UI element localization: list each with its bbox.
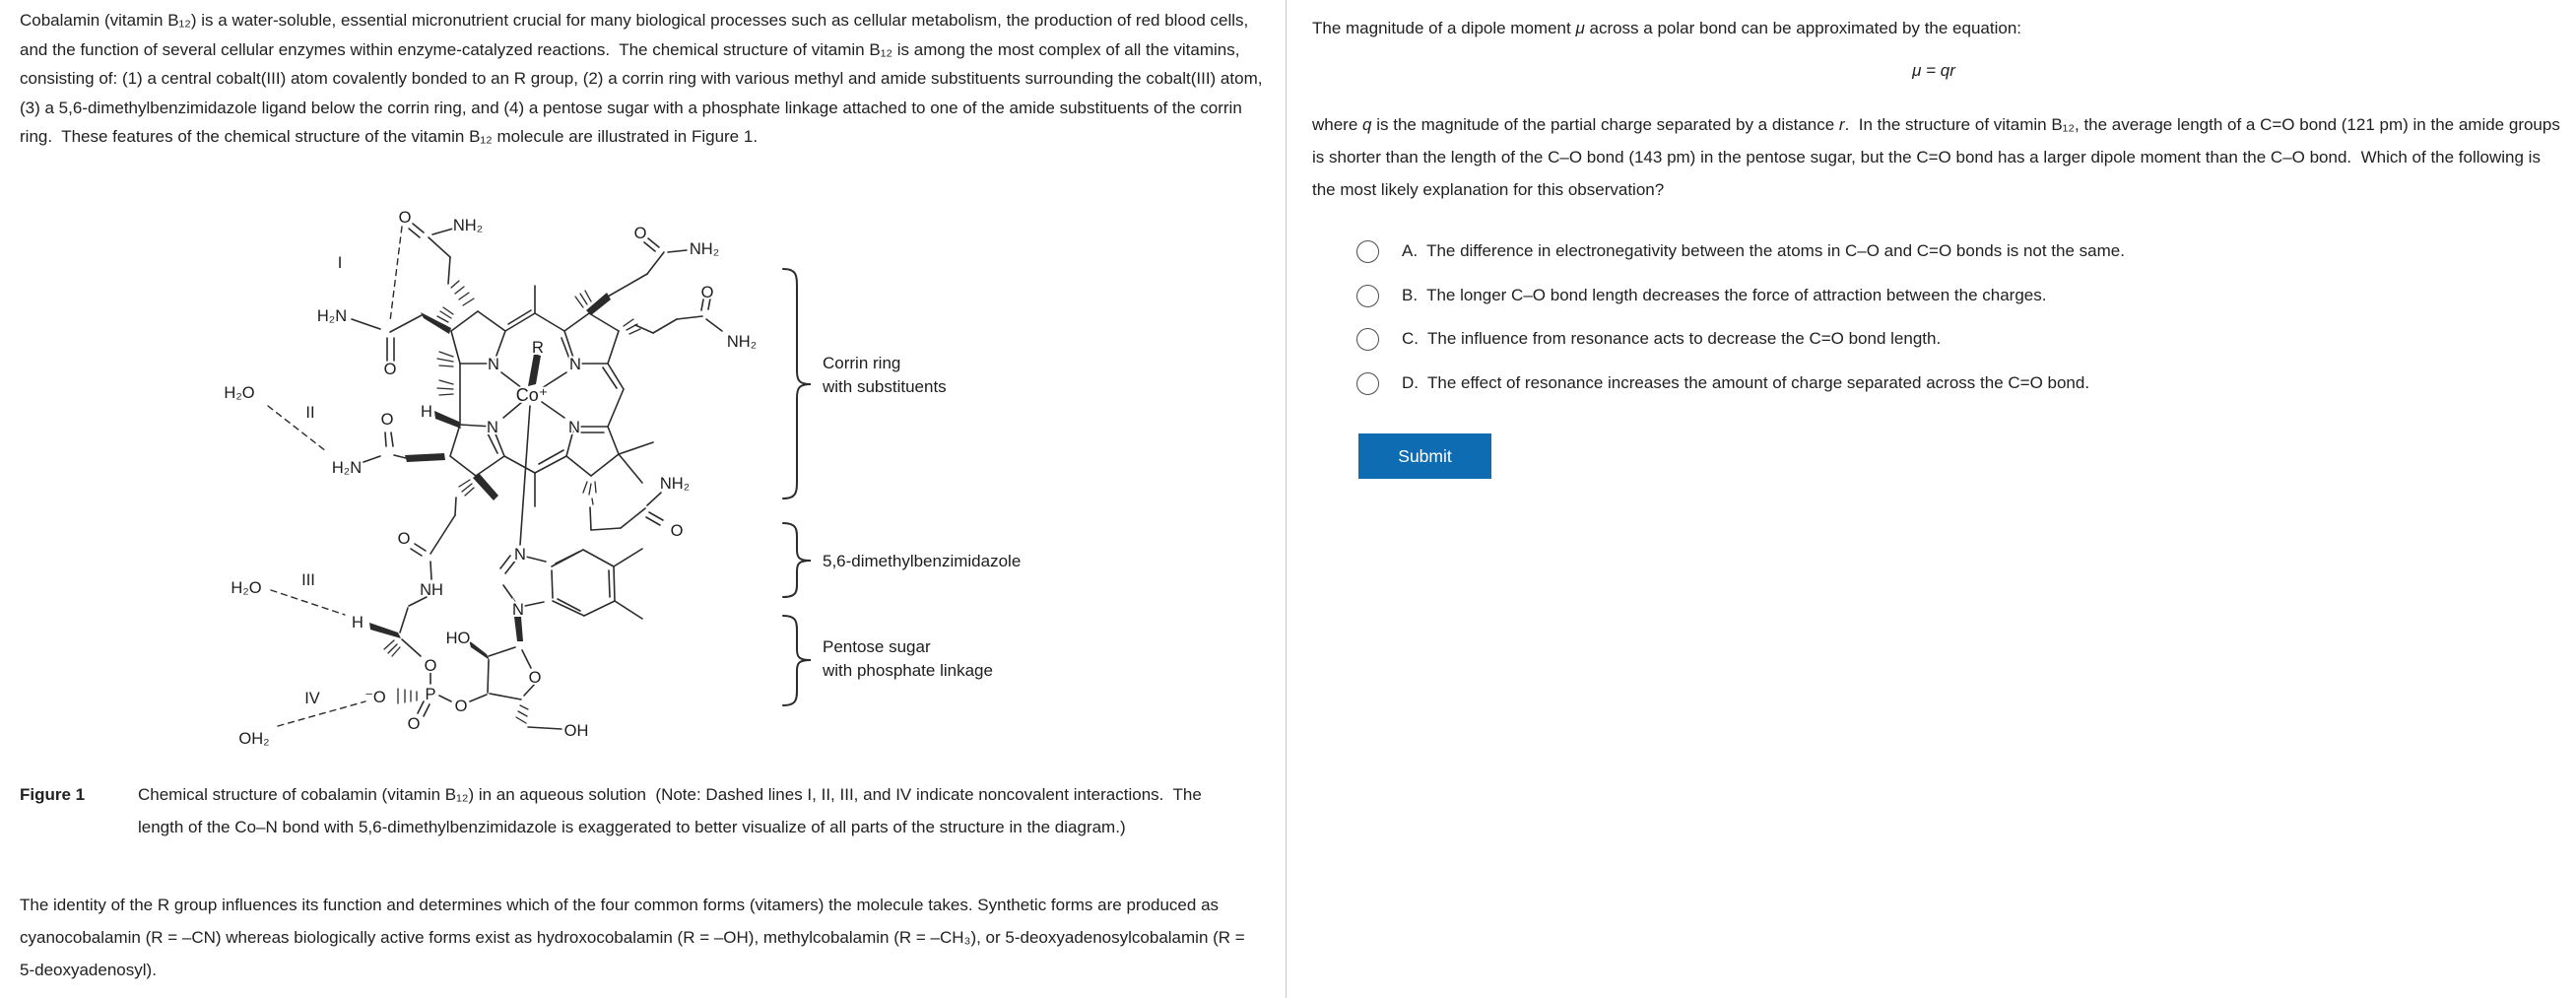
option-b-radio[interactable]: [1356, 285, 1379, 307]
answer-option-d[interactable]: [1356, 370, 2089, 396]
interaction-iii-label: III: [301, 571, 315, 589]
corrin-ring-annotation: Corrin ring: [823, 354, 901, 372]
body-text: where: [1312, 115, 1363, 134]
ester-o-label: O: [424, 657, 437, 675]
phosphorus-label: P: [425, 686, 436, 703]
hash-bonds: [384, 281, 640, 723]
answer-option-a[interactable]: [1356, 238, 2125, 264]
body-text-3: . In the structure of vitamin B₁₂, the average length of a C=O bond (121 pm) in the amide groups is shorter than the length of the C–O bond (143 pm) in the pentose sugar, but the C=O bond has a larger dipole moment than the C–O bond. Which of the following is the most likely explanation for this observation?: [1312, 115, 2565, 199]
intro-mu-symbol: μ: [1575, 19, 1585, 37]
passage-paragraph-2: The identity of the R group influences its function and determines which of the four common forms (vitamers) the molecule takes. Synthetic forms are produced as cyanocobalamin (R = –CN) whereas biologically active forms exist as hydroxocobalamin (R = –OH), methylcobalamin (R = –CH₃), or 5-deoxyadenosylcobalamin (R = 5-deoxyadenosyl).: [20, 896, 1250, 979]
intro-text: The magnitude of a dipole moment: [1312, 19, 1576, 37]
carbonyl-o-label: O: [397, 530, 411, 548]
atom-labels: [224, 209, 757, 748]
question-intro: [1312, 14, 2555, 42]
passage-paragraph-1: Cobalamin (vitamin B₁₂) is a water-soluble, essential micronutrient crucial for many biological processes such as cellular metabolism, the production of red blood cells, and the function of several cellular enzymes within enzyme-catalyzed reactions. The chemical structure of vitamin B₁₂ is among the most complex of all the vitamins, consisting of: (1) a central cobalt(III) atom covalently bonded to an R group, (2) a corrin ring with various methyl and amide substituents surrounding the cobalt(III) atom, (3) a 5,6-dimethylbenzimidazole ligand below the corrin ring, and (4) a pentose sugar with a phosphate linkage attached to one of the amide substituents of the corrin ring. These features of the chemical structure of the vitamin B₁₂ molecule are illustrated in Figure 1.: [20, 11, 1268, 146]
option-c-radio[interactable]: [1356, 328, 1379, 351]
option-b-letter: B.: [1402, 286, 1419, 304]
carbonyl-o-label: O: [383, 361, 397, 378]
bracket-annotations: [822, 354, 1021, 680]
cobalamin-structure-svg: [172, 195, 1079, 755]
hydroxyl-oh-label: OH: [563, 722, 589, 740]
body-r-symbol: r: [1838, 115, 1845, 134]
option-b-text: The longer C–O bond length decreases the force of attraction between the charges.: [1426, 286, 2047, 304]
interaction-ii-label: II: [305, 404, 315, 422]
figure-caption-text: Chemical structure of cobalamin (vitamin B₁₂) in an aqueous solution (Note: Dashed lines I, II, III, and IV indicate noncovalent interactions. The length of the Co–N bond with 5,6-dimethylbenzimidazole is exaggerated to better visualize of all parts of the structure in the diagram.): [138, 785, 1207, 836]
figure-1-structure: [172, 195, 1079, 755]
panel-divider: [1286, 0, 1287, 998]
corrin-n-label: N: [568, 419, 580, 436]
interaction-i-label: I: [337, 254, 343, 272]
carbonyl-o-label: O: [700, 284, 714, 301]
corrin-n-label: N: [569, 356, 581, 373]
amide-nh2-label: NH₂: [452, 217, 484, 234]
carbonyl-o-label: O: [670, 522, 684, 540]
option-a-text: The difference in electronegativity between the atoms in C–O and C=O bonds is not the same.: [1426, 241, 2125, 260]
amide-nh-label: NH: [420, 581, 443, 599]
stereo-h-label: H: [352, 614, 363, 632]
answer-option-c[interactable]: [1356, 326, 1941, 352]
corrin-n-label: N: [488, 356, 499, 373]
corrin-ring-bonds: [450, 286, 653, 545]
submit-button[interactable]: Submit: [1358, 433, 1491, 479]
ester-o-label: O: [454, 698, 468, 715]
amide-h2n-label: H₂N: [316, 307, 348, 325]
figure-caption-label: Figure 1: [20, 785, 86, 804]
interaction-iv-label: IV: [304, 690, 320, 707]
ring-o-label: O: [528, 669, 542, 687]
carbonyl-o-label: O: [380, 411, 394, 429]
water-label: H₂O: [231, 579, 262, 597]
pentose-brace: [783, 616, 811, 705]
carbonyl-o-label: O: [398, 209, 412, 227]
option-d-radio[interactable]: [1356, 372, 1379, 395]
phosphate-o-minus-label: ⁻O: [364, 689, 386, 706]
dipole-equation: μ = qr: [1912, 61, 1955, 80]
stereo-h-label: H: [421, 403, 432, 421]
option-a-letter: A.: [1402, 241, 1419, 260]
amide-nh2-label: NH₂: [726, 333, 758, 351]
corrin-n-label: N: [487, 419, 498, 436]
option-c-text: The influence from resonance acts to decrease the C=O bond length.: [1427, 329, 1942, 348]
phosphate-o-label: O: [407, 715, 421, 733]
body-text-2: is the magnitude of the partial charge separated by a distance: [1371, 115, 1839, 134]
cobalt-label: Co⁺: [515, 385, 549, 405]
r-group-label: R: [532, 339, 544, 357]
water-label: H₂O: [224, 384, 255, 402]
question-body: [1312, 108, 2565, 206]
intro-text-2: across a polar bond can be approximated by the equation:: [1584, 19, 2022, 37]
benzimidazole-n-label: N: [514, 546, 526, 564]
option-d-text: The effect of resonance increases the amount of charge separated across the C=O bond.: [1427, 373, 2090, 392]
water-oh2-label: OH₂: [238, 730, 270, 748]
option-d-letter: D.: [1402, 373, 1419, 392]
corrin-brace: [783, 269, 811, 499]
hydroxyl-ho-label: HO: [445, 630, 471, 647]
benzimidazole-n-label: N: [512, 601, 524, 619]
benzimidazole-brace: [783, 523, 811, 597]
answer-option-b[interactable]: [1356, 283, 2046, 308]
benzimidazole-annotation: 5,6-dimethylbenzimidazole: [823, 552, 1022, 570]
annotation-braces: [783, 269, 811, 705]
pentose-annotation: Pentose sugar: [823, 637, 931, 656]
amide-nh2-label: NH₂: [659, 475, 691, 493]
body-q-symbol: q: [1362, 115, 1372, 134]
corrin-ring-annotation-2: with substituents: [823, 377, 947, 396]
wedge-bonds: [369, 293, 611, 660]
figure-caption: [20, 778, 1231, 843]
amide-h2n-label: H₂N: [331, 459, 363, 477]
carbonyl-o-label: O: [633, 225, 647, 242]
option-a-radio[interactable]: [1356, 240, 1379, 263]
option-c-letter: C.: [1402, 329, 1419, 348]
amide-nh2-label: NH₂: [689, 240, 720, 258]
pentose-annotation-2: with phosphate linkage: [823, 661, 993, 680]
